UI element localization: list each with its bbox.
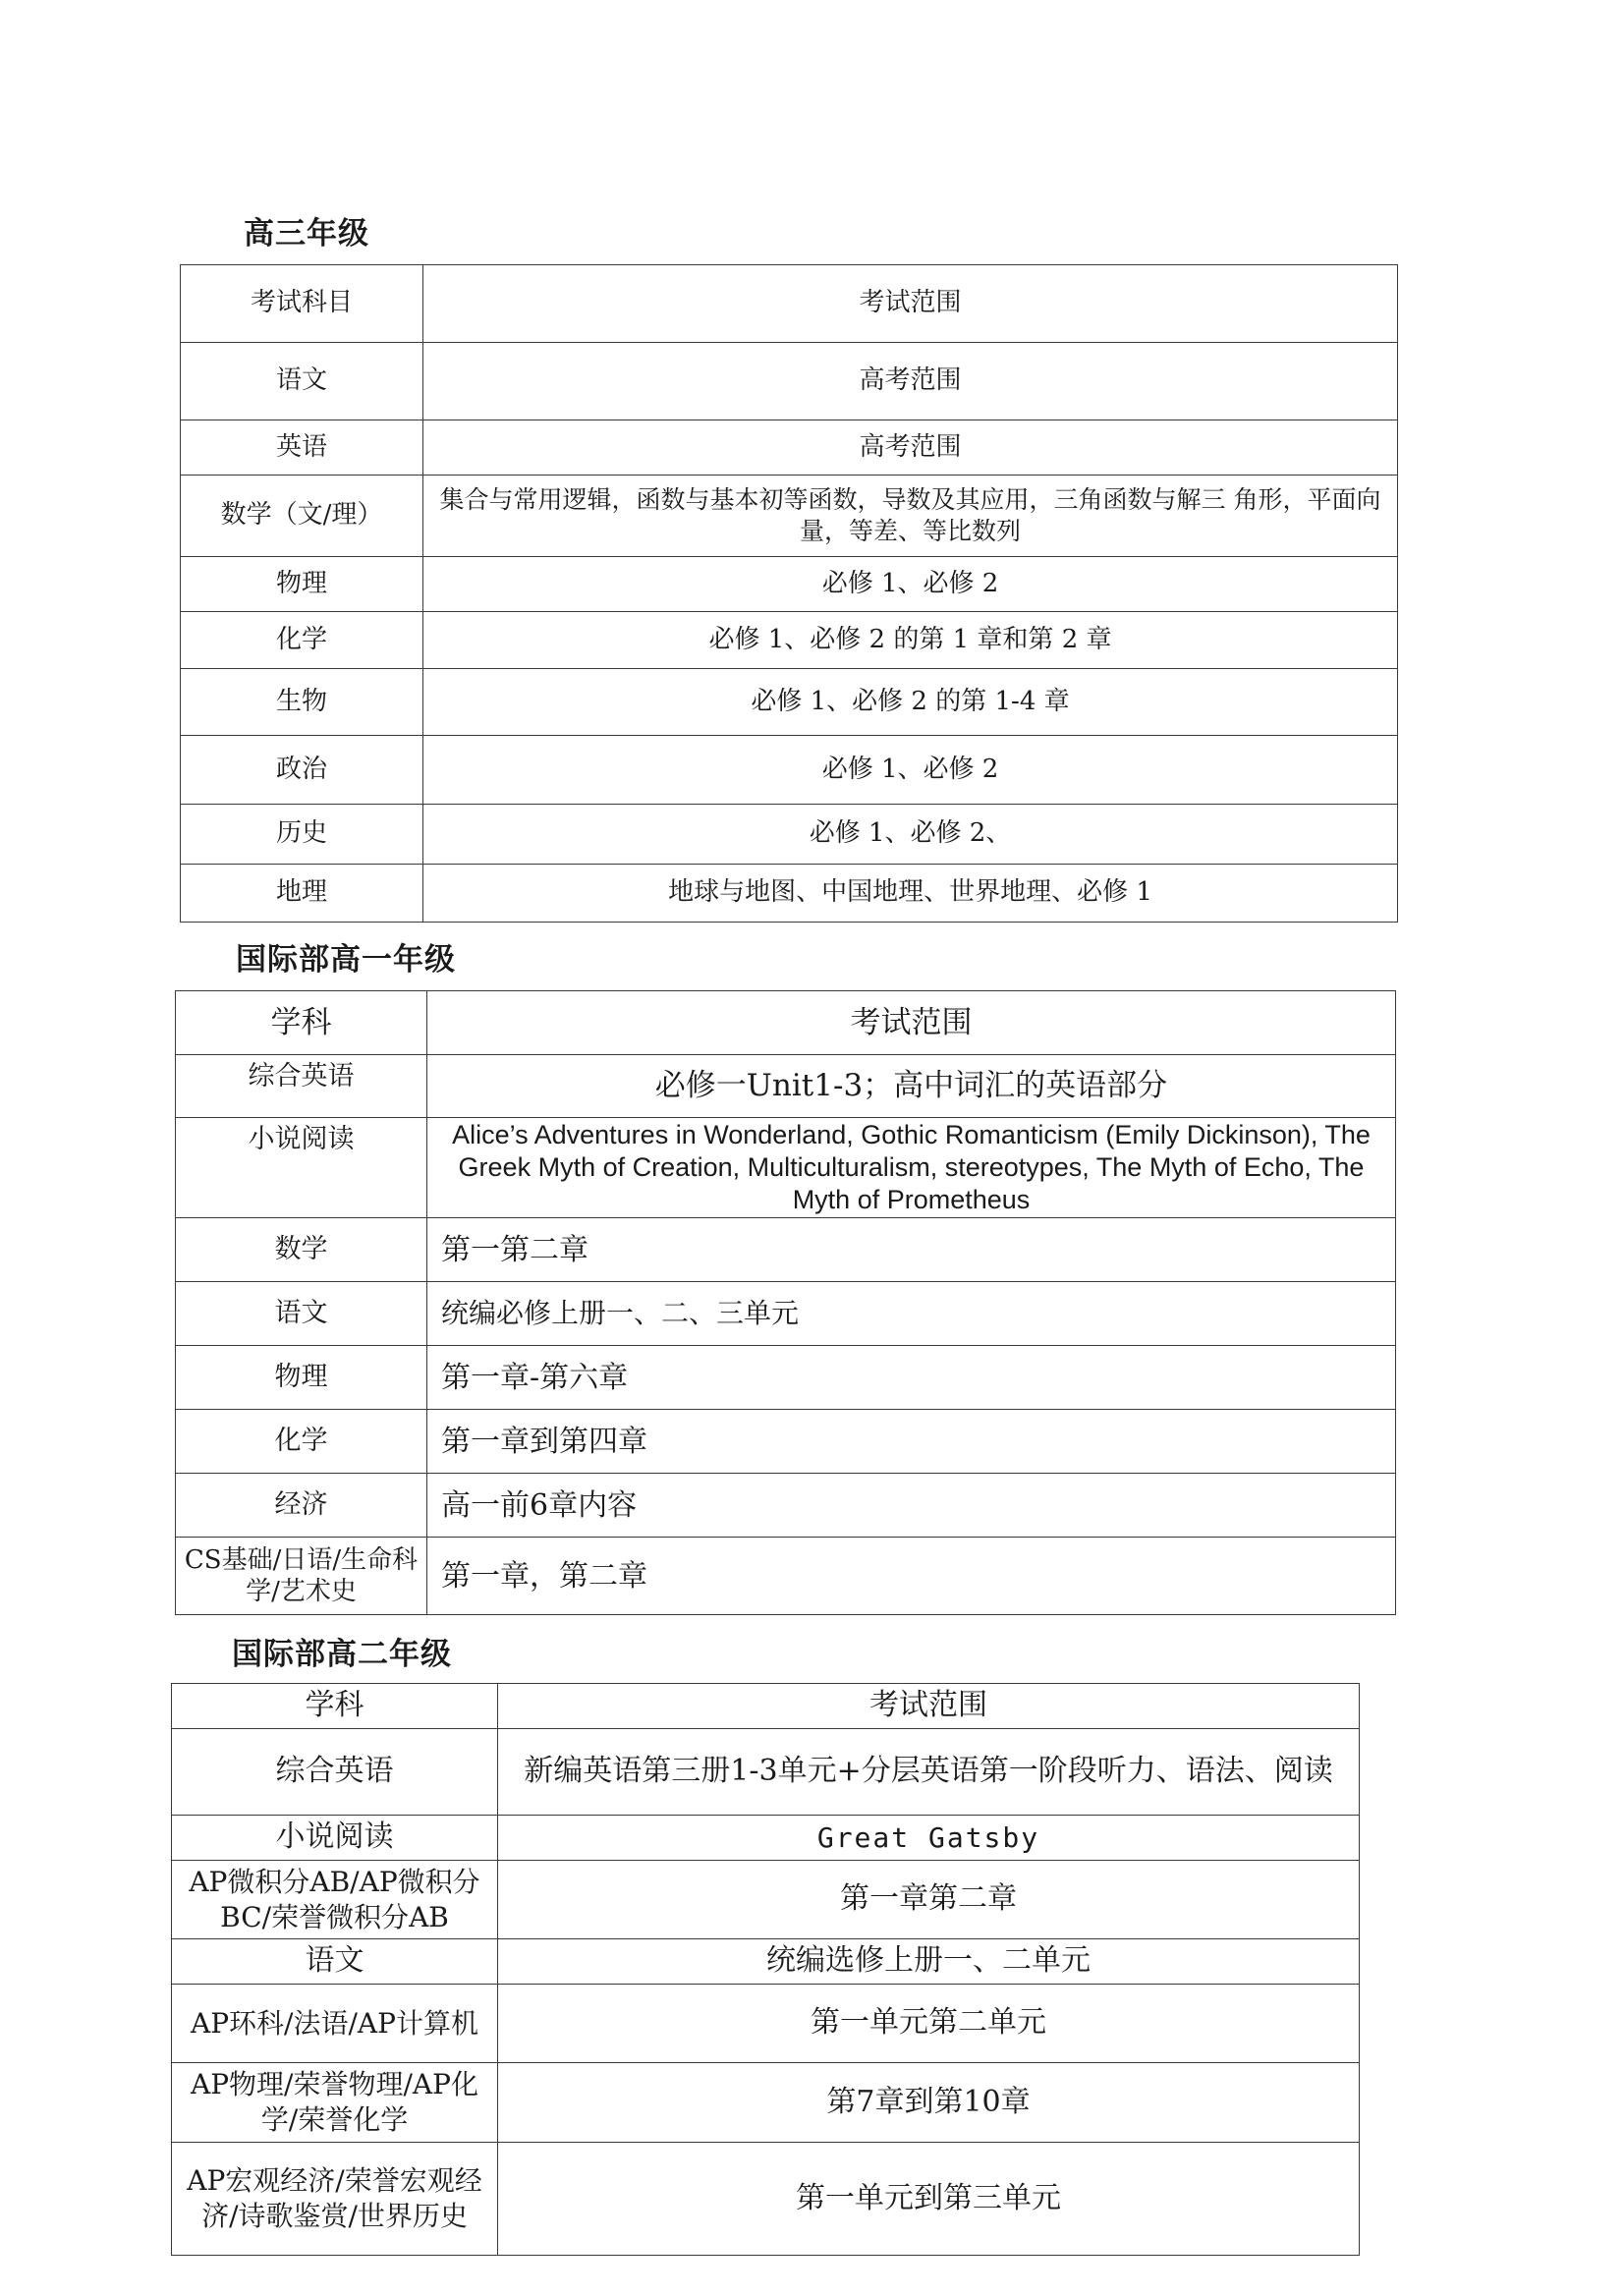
scope-cell: 统编必修上册一、二、三单元	[427, 1282, 1396, 1346]
subject-cell: 英语	[181, 420, 423, 476]
subject-cell: AP物理/荣誉物理/AP化学/荣誉化学	[172, 2063, 498, 2143]
scope-cell: 高考范围	[423, 420, 1398, 476]
scope-cell: 第一单元第二单元	[498, 1985, 1360, 2063]
header-scope: 考试范围	[423, 265, 1398, 343]
table-header-row	[176, 991, 1396, 1055]
table-row	[176, 1346, 1396, 1410]
scope-cell: 集合与常用逻辑，函数与基本初等函数，导数及其应用，三角函数与解三 角形，平面向量，等差、等比数列	[423, 476, 1398, 557]
table-row	[181, 557, 1398, 612]
scope-cell: 必修 1、必修 2	[423, 736, 1398, 805]
table-row	[181, 736, 1398, 805]
header-subject: 考试科目	[181, 265, 423, 343]
subject-cell: 数学（文/理）	[181, 476, 423, 557]
subject-cell: CS基础/日语/生命科学/艺术史	[176, 1538, 427, 1615]
section-title-grade12: 高三年级	[244, 216, 369, 252]
subject-cell: 综合英语	[172, 1729, 498, 1816]
table-row	[181, 669, 1398, 736]
table-row	[181, 865, 1398, 923]
scope-cell: 统编选修上册一、二单元	[498, 1939, 1360, 1985]
scope-cell: 必修一Unit1-3；高中词汇的英语部分	[427, 1055, 1396, 1118]
subject-cell: 语文	[172, 1939, 498, 1985]
scope-cell: 必修 1、必修 2 的第 1 章和第 2 章	[423, 612, 1398, 669]
table-row	[176, 1474, 1396, 1538]
subject-cell: AP宏观经济/荣誉宏观经济/诗歌鉴赏/世界历史	[172, 2143, 498, 2256]
table-row	[172, 2063, 1360, 2143]
table-row	[176, 1410, 1396, 1474]
subject-cell: 小说阅读	[172, 1816, 498, 1861]
subject-cell: 物理	[181, 557, 423, 612]
subject-cell: 地理	[181, 865, 423, 923]
subject-cell: 小说阅读	[176, 1118, 427, 1218]
exam-table-grade12	[180, 264, 1398, 923]
header-scope: 考试范围	[498, 1684, 1360, 1729]
scope-cell: 第一第二章	[427, 1218, 1396, 1282]
section-title-intl-grade10: 国际部高一年级	[236, 942, 456, 978]
scope-cell: 第一章，第二章	[427, 1538, 1396, 1615]
table-row	[181, 343, 1398, 420]
table-row	[181, 805, 1398, 865]
table-row	[172, 1985, 1360, 2063]
scope-cell: 地球与地图、中国地理、世界地理、必修 1	[423, 865, 1398, 923]
scope-cell: 必修 1、必修 2	[423, 557, 1398, 612]
table-header-row	[172, 1684, 1360, 1729]
table-row	[181, 420, 1398, 476]
table-row	[176, 1055, 1396, 1118]
subject-cell: 历史	[181, 805, 423, 865]
subject-cell: 语文	[176, 1282, 427, 1346]
scope-cell: 第一章第二章	[498, 1861, 1360, 1939]
scope-cell: 必修 1、必修 2、	[423, 805, 1398, 865]
table-row	[176, 1218, 1396, 1282]
table-row	[172, 2143, 1360, 2256]
header-subject: 学科	[176, 991, 427, 1055]
subject-cell: AP环科/法语/AP计算机	[172, 1985, 498, 2063]
table-row	[176, 1118, 1396, 1218]
header-subject: 学科	[172, 1684, 498, 1729]
scope-cell: 必修 1、必修 2 的第 1-4 章	[423, 669, 1398, 736]
table-row	[172, 1861, 1360, 1939]
subject-cell: 经济	[176, 1474, 427, 1538]
header-scope: 考试范围	[427, 991, 1396, 1055]
scope-cell: Alice’s Adventures in Wonderland, Gothic Romanticism (Emily Dickinson), The Greek Myth of Creation, Multiculturalism, stereotypes, The Myth of Echo, The Myth of Prometheus	[427, 1118, 1396, 1218]
table-row	[172, 1729, 1360, 1816]
table-row	[181, 612, 1398, 669]
subject-cell: 化学	[181, 612, 423, 669]
table-row	[176, 1282, 1396, 1346]
scope-cell: 新编英语第三册1-3单元+分层英语第一阶段听力、语法、阅读	[498, 1729, 1360, 1816]
subject-cell: 政治	[181, 736, 423, 805]
table-header-row	[181, 265, 1398, 343]
subject-cell: 生物	[181, 669, 423, 736]
table-row	[172, 1939, 1360, 1985]
scope-cell: 第一单元到第三单元	[498, 2143, 1360, 2256]
section-title-intl-grade11: 国际部高二年级	[232, 1637, 452, 1672]
exam-table-intl-grade11	[171, 1683, 1360, 2256]
scope-cell: 第一章到第四章	[427, 1410, 1396, 1474]
table-row	[172, 1816, 1360, 1861]
table-row	[181, 476, 1398, 557]
subject-cell: 物理	[176, 1346, 427, 1410]
scope-cell: 第一章-第六章	[427, 1346, 1396, 1410]
scope-cell: 高考范围	[423, 343, 1398, 420]
subject-cell: 化学	[176, 1410, 427, 1474]
scope-cell: 高一前6章内容	[427, 1474, 1396, 1538]
subject-cell: 综合英语	[176, 1055, 427, 1118]
subject-cell: 语文	[181, 343, 423, 420]
scope-cell: 第7章到第10章	[498, 2063, 1360, 2143]
table-row	[176, 1538, 1396, 1615]
scope-cell: Great Gatsby	[498, 1816, 1360, 1861]
subject-cell: 数学	[176, 1218, 427, 1282]
subject-cell: AP微积分AB/AP微积分BC/荣誉微积分AB	[172, 1861, 498, 1939]
exam-table-intl-grade10	[175, 990, 1396, 1615]
